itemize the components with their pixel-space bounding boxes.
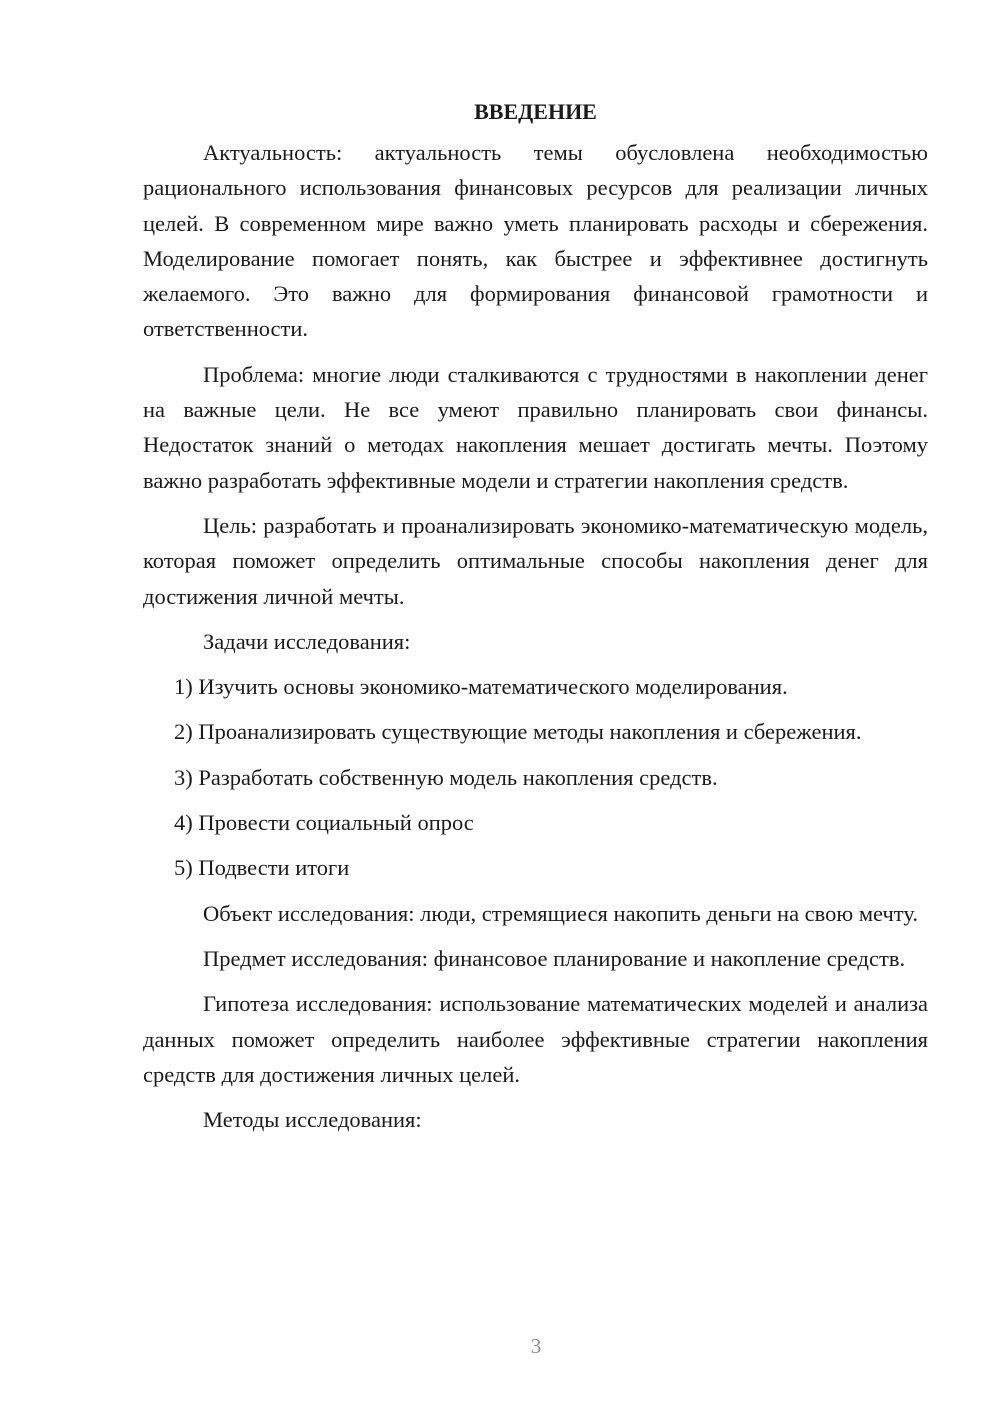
task-item-3: 3) Разработать собственную модель накопления средств.: [174, 764, 718, 790]
tasks-heading: Задачи исследования:: [203, 628, 411, 654]
page-title: ВВЕДЕНИЕ: [474, 99, 597, 124]
goal-paragraph: Цель: разработать и проанализировать экономико-математическую модель, которая поможет определить оптимальные способы накопления денег для достижения личной мечты.: [143, 512, 928, 609]
task-item-4: 4) Провести социальный опрос: [174, 810, 474, 836]
subject-paragraph: Предмет исследования: финансовое планирование и накопление средств.: [203, 945, 906, 971]
page-content: [143, 96, 928, 1147]
task-item-1: 1) Изучить основы экономико-математического моделирования.: [174, 674, 788, 700]
page-number: 3: [530, 1334, 542, 1358]
relevance-paragraph: Актуальность: актуальность темы обусловлена необходимостью рационального использования финансовых ресурсов для реализации личных целей. В современном мире важно уметь планировать расходы и сбережения. Моделирование помогает понять, как быстрее и эффективнее достигнуть желаемого. Это важно для формирования финансовой грамотности и ответственности.: [143, 140, 928, 342]
hypothesis-paragraph: Гипотеза исследования: использование математических моделей и анализа данных поможет определить наиболее эффективные стратегии накопления средств для достижения личных целей.: [143, 991, 928, 1087]
task-item-2: 2) Проанализировать существующие методы накопления и сбережения.: [174, 719, 862, 745]
methods-heading: Методы исследования:: [203, 1107, 422, 1133]
object-paragraph: Объект исследования: люди, стремящиеся накопить деньги на свою мечту.: [203, 900, 918, 926]
task-item-5: 5) Подвести итоги: [174, 855, 350, 881]
problem-paragraph: Проблема: многие люди сталкиваются с трудностями в накоплении денег на важные цели. Не все умеют правильно планировать свои финансы. Недостаток знаний о методах накопления мешает достигать мечты. Поэтому важно разработать эффективные модели и стратегии накопления средств.: [143, 361, 928, 493]
